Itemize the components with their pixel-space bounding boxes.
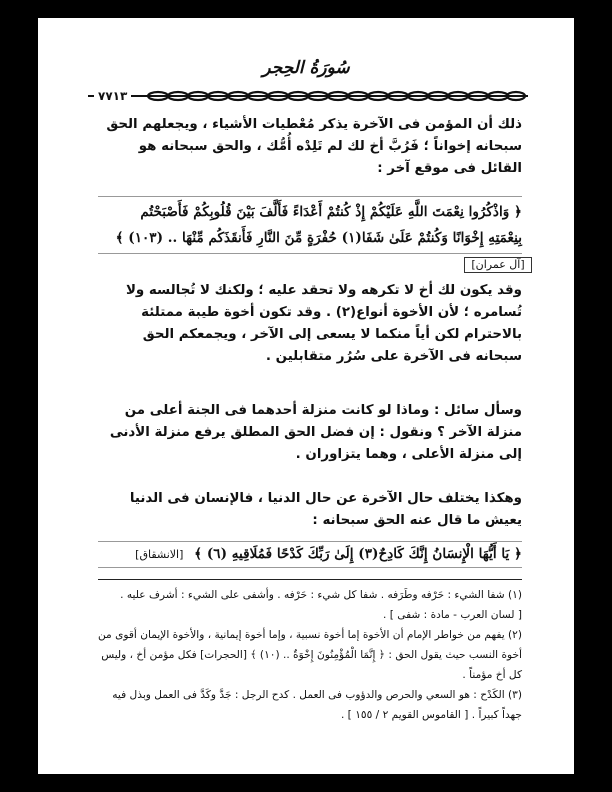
verse-reference: [الانشقاق] [135, 548, 184, 561]
paragraph-text: وهكذا يختلف حال الآخرة عن حال الدنيا ، فالإنسان فى الدنيا يعيش ما قال عنه الحق سبحانه : [129, 491, 522, 528]
paragraph-3 [98, 400, 522, 466]
quran-verse-al-inshiqaq [98, 541, 522, 568]
paragraph-text: وسأل سائل : وماذا لو كانت منزلة أحدهما فى الجنة أعلى من منزلة الآخر ؟ ونقول : إن فضل الحق المطلق يرفع منزلة الأدنى إلى منزلة الأعلى ، وهما يتزاوران . [109, 403, 522, 462]
paragraph-1 [98, 114, 522, 180]
paragraph-4 [98, 488, 522, 532]
header-chain-rule [88, 88, 528, 104]
verse-reference: [آل عمران] [464, 257, 532, 273]
verse-line: بِنِعْمَتِهِ إِخْوَانًا وَكُنتُمْ عَلَىٰ شَفَا(١) حُفْرَةٍ مِّنَ النَّارِ فَأَنقَذَكُم مِّنْهَا .. (١٠٣) ﴾ [115, 230, 522, 246]
surah-title: سُورَةُ الحِجر [262, 58, 350, 78]
verse-text: ﴿ يَا أَيُّهَا الْإِنسَانُ إِنَّكَ كَادِحٌ(٣) إِلَىٰ رَبِّكَ كَدْحًا فَمُلَاقِيهِ (٦) ﴾ [194, 546, 522, 562]
paragraph-2 [98, 280, 522, 368]
document-page [38, 18, 574, 774]
footnotes [98, 585, 522, 725]
footnote-divider [98, 579, 522, 580]
footnote-1-source: [ لسان العرب - مادة : شفى ] . [383, 609, 522, 621]
verse-line: ﴿ وَاذْكُرُوا نِعْمَتَ اللَّهِ عَلَيْكُمْ إِذْ كُنتُمْ أَعْدَاءً فَأَلَّفَ بَيْنَ قُلُوبِكُمْ فَأَصْبَحْتُم [140, 204, 522, 220]
footnote-1: (١) شفا الشيء : حَرْفه وطَرَفه . شفا كل شيء : حَرْفه . وأشفى على الشيء : أشرف عليه . [120, 589, 522, 601]
quran-verse-al-imran [98, 196, 522, 254]
paragraph-text: ذلك أن المؤمن فى الآخرة يذكر مُعْطيات الأشياء ، ويجعلهم الحق سبحانه إخواناً ؛ فَرُبَّ أخ لك لم تَلِدْه أُمُّك ، والحق سبحانه هو القائل فى موقع آخر : [106, 117, 522, 176]
paragraph-text: وقد يكون لك أخ لا تكرهه ولا تحقد عليه ؛ ولكنك لا تُجالسه ولا تُسامره ؛ لأن الأخوة أنواع(٢) . وقد تكون أخوة طيبة ممتلئة بالاحترام لكن أياً منكما لا يسعى إلى الآخر ، ويجمعكم الحق سبحانه فى الآخرة على سُرُر متقابلين . [125, 283, 522, 364]
footnote-2: (٢) يفهم من خواطر الإمام أن الأخوة إما أخوة نسبية ، وإما أخوة إيمانية ، والأخوة الإيمان أقوى من أخوة النسب حيث يقول الحق : ﴿ إِنَّمَا الْمُؤْمِنُونَ إِخْوَةٌ .. (١٠) ﴾ [الحجرات] فكل مؤمن أخ ، وليس كل أخ مؤمناً . [97, 629, 522, 681]
page-number: ٧٧١٣ [94, 88, 131, 104]
footnote-3: (٣) الكَدْح : هو السعي والحرص والدؤوب فى العمل . كدح الرجل : جَدَّ وكَدَّ فى العمل وبذل فيه جهداً كبيراً . [ القاموس القويم ٢ / ١٥٥ ] . [112, 689, 522, 721]
